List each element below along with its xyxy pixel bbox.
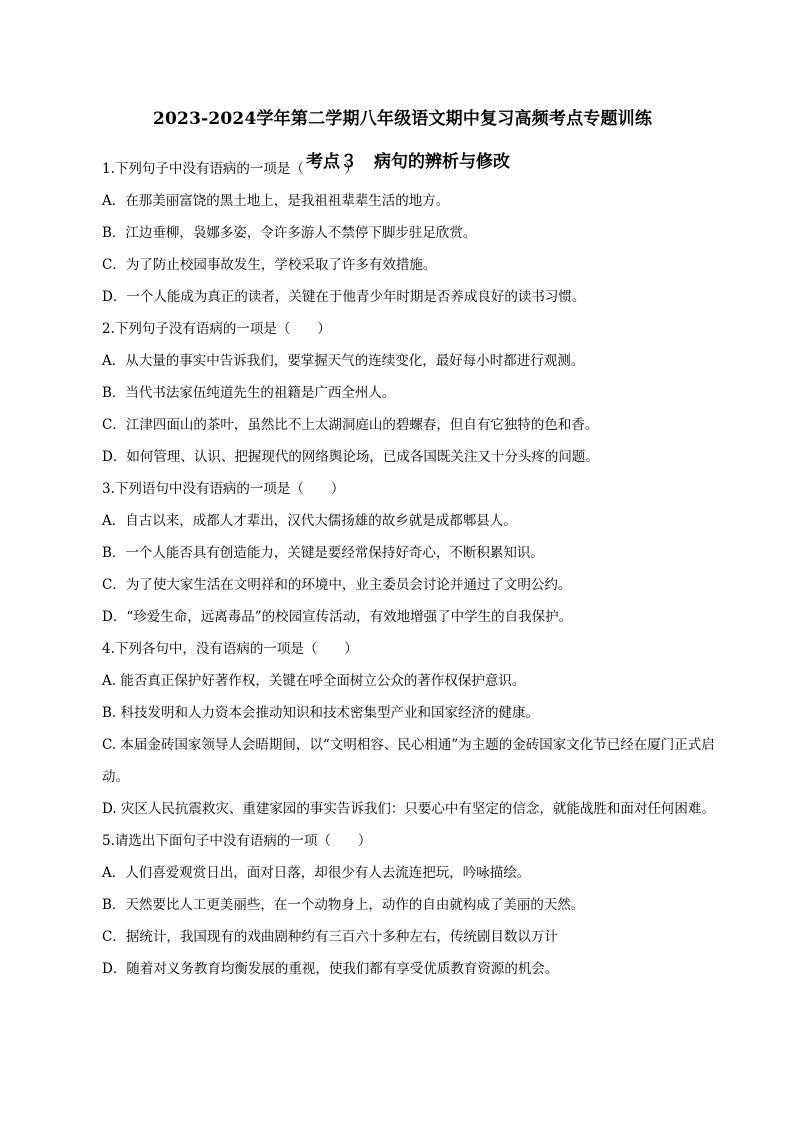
question-2-option-d: D．如何管理、认识、把握现代的网络舆论场，已成各国既关注又十分头疼的问题。 <box>102 449 599 465</box>
question-1-option-b: B．江边垂柳，袅娜多姿，令许多游人不禁停下脚步驻足欣赏。 <box>102 225 477 241</box>
question-5-option-c: C．据统计，我国现有的戏曲剧种约有三百六十多种左右，传统剧目数以万计 <box>102 929 558 945</box>
page-title: 2023-2024学年第二学期八年级语文期中复习高频考点专题训练 <box>153 109 653 129</box>
question-2-option-b: B．当代书法家伍纯道先生的祖籍是广西全州人。 <box>102 385 396 401</box>
question-1-option-a: A．在那美丽富饶的黑土地上，是我祖祖辈辈生活的地方。 <box>102 193 450 209</box>
question-1-option-d: D．一个人能成为真正的读者，关键在于他青少年时期是否养成良好的读书习惯。 <box>102 289 586 305</box>
question-1-option-c: C．为了防止校园事故发生，学校采取了许多有效措施。 <box>102 257 437 273</box>
question-2-stem: 2.下列句子没有语病的一项是（ ） <box>102 321 331 337</box>
question-5-option-d: D．随着对义务教育均衡发展的重视，使我们都有享受优质教育资源的机会。 <box>102 961 559 977</box>
question-4-option-c: C. 本届金砖国家领导人会晤期间，以“文明相容、民心相通”为主题的金砖国家文化节已经在厦门正式启 <box>102 737 715 753</box>
question-3-option-c: C．为了使大家生活在文明祥和的环境中，业主委员会讨论并通过了文明公约。 <box>102 577 572 593</box>
question-3-option-d: D．“珍爱生命，远离毒品”的校园宣传活动，有效地增强了中学生的自我保护。 <box>102 609 573 625</box>
question-3-stem: 3.下列语句中没有语病的一项是（ ） <box>102 481 345 497</box>
question-3-option-a: A．自古以来，成都人才辈出，汉代大儒扬雄的故乡就是成都郫县人。 <box>102 513 517 529</box>
question-1-stem: 1.下列句子中没有语病的一项是（ ） <box>102 161 358 177</box>
question-5-stem: 5.请选出下面句子中没有语病的一项（ ） <box>102 833 372 849</box>
question-2-option-c: C．江津四面山的茶叶，虽然比不上太湖洞庭山的碧螺春，但自有它独特的色和香。 <box>102 417 599 433</box>
question-5-option-b: B．天然要比人工更美丽些，在一个动物身上，动作的自由就构成了美丽的天然。 <box>102 897 585 913</box>
question-4-stem: 4.下列各句中，没有语病的一项是（ ） <box>102 641 358 657</box>
question-3-option-b: B．一个人能否具有创造能力，关键是要经常保持好奇心，不断积累知识。 <box>102 545 544 561</box>
question-4-option-c-continued: 动。 <box>102 769 129 785</box>
question-4-option-d: D. 灾区人民抗震救灾、重建家园的事实告诉我们：只要心中有坚定的信念，就能战胜和面对任何困难。 <box>102 801 715 817</box>
question-5-option-a: A．人们喜爱观赏日出，面对日落，却很少有人去流连把玩，吟咏描绘。 <box>102 865 531 881</box>
question-4-option-a: A. 能否真正保护好著作权，关键在呼全面树立公众的著作权保护意识。 <box>102 673 526 689</box>
question-4-option-b: B. 科技发明和人力资本会推动知识和技术密集型产业和国家经济的健康。 <box>102 705 540 721</box>
page-subtitle: 考点３ 病句的辨析与修改 <box>306 152 510 172</box>
question-2-option-a: A．从大量的事实中告诉我们，要掌握天气的连续变化，最好每小时都进行观测。 <box>102 353 585 369</box>
